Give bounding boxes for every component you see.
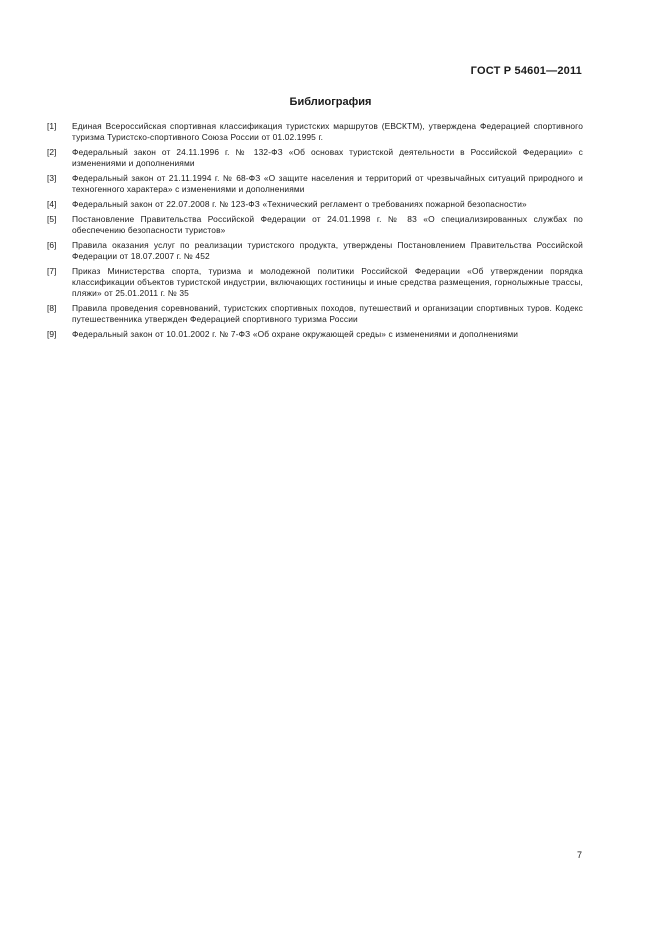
bibliography-item-number: [1] — [47, 121, 57, 131]
bibliography-item-number: [8] — [47, 303, 57, 313]
bibliography-item-number: [4] — [47, 199, 57, 209]
bibliography-item-text: Федеральный закон от 24.11.1996 г. № 132-ФЗ «Об основах туристской деятельности в Российской Федерации» с изменениями и дополнениями — [72, 147, 583, 168]
bibliography-item-number: [7] — [47, 266, 57, 276]
bibliography-item-text: Единая Всероссийская спортивная классификация туристских маршрутов (ЕВСКТМ), утверждена Федерацией спортивного туризма Туристско-спортивного Союза России от 01.02.1995 г. — [72, 121, 583, 142]
bibliography-item-text: Федеральный закон от 10.01.2002 г. № 7-ФЗ «Об охране окружающей среды» с изменениями и дополнениями — [72, 329, 519, 339]
bibliography-item — [47, 173, 583, 195]
bibliography-item-number: [5] — [47, 214, 57, 224]
bibliography-item-text: Правила оказания услуг по реализации туристского продукта, утверждены Постановлением Правительства Российской Федерации от 18.07.2007 г. № 452 — [72, 240, 583, 261]
bibliography-item — [47, 214, 583, 236]
bibliography-item — [47, 121, 583, 143]
bibliography-item — [47, 266, 583, 299]
bibliography-title: Библиография — [289, 96, 372, 108]
bibliography-item-number: [3] — [47, 173, 57, 183]
bibliography-item — [47, 199, 583, 210]
bibliography-item-text: Постановление Правительства Российской Федерации от 24.01.1998 г. № 83 «О специализированных службах по обеспечению безопасности туристов» — [72, 214, 583, 235]
bibliography-item — [47, 240, 583, 262]
bibliography-item-number: [9] — [47, 329, 57, 339]
bibliography-item-number: [6] — [47, 240, 57, 250]
bibliography-item — [47, 329, 583, 340]
bibliography-item-text: Федеральный закон от 22.07.2008 г. № 123-ФЗ «Технический регламент о требованиях пожарной безопасности» — [72, 199, 527, 209]
bibliography-item-number: [2] — [47, 147, 57, 157]
page-number: 7 — [576, 850, 582, 860]
bibliography-item — [47, 147, 583, 169]
bibliography-item-text: Федеральный закон от 21.11.1994 г. № 68-ФЗ «О защите населения и территорий от чрезвычайных ситуаций природного и техногенного характера» с изменениями и дополнениями — [72, 173, 583, 194]
document-code: ГОСТ Р 54601—2011 — [470, 65, 582, 77]
bibliography-item-text: Правила проведения соревнований, туристских спортивных походов, путешествий и организации спортивных туров. Кодекс путешественника утвержден Федерацией спортивного туризма России — [72, 303, 583, 324]
bibliography-item-text: Приказ Министерства спорта, туризма и молодежной политики Российской Федерации «Об утверждении порядка классификации объектов туристской индустрии, включающих гостиницы и иные средства размещения, горнолыжные трассы, пляжи» от 25.01.2011 г. № 35 — [72, 266, 583, 298]
bibliography-list — [47, 121, 583, 344]
bibliography-item — [47, 303, 583, 325]
